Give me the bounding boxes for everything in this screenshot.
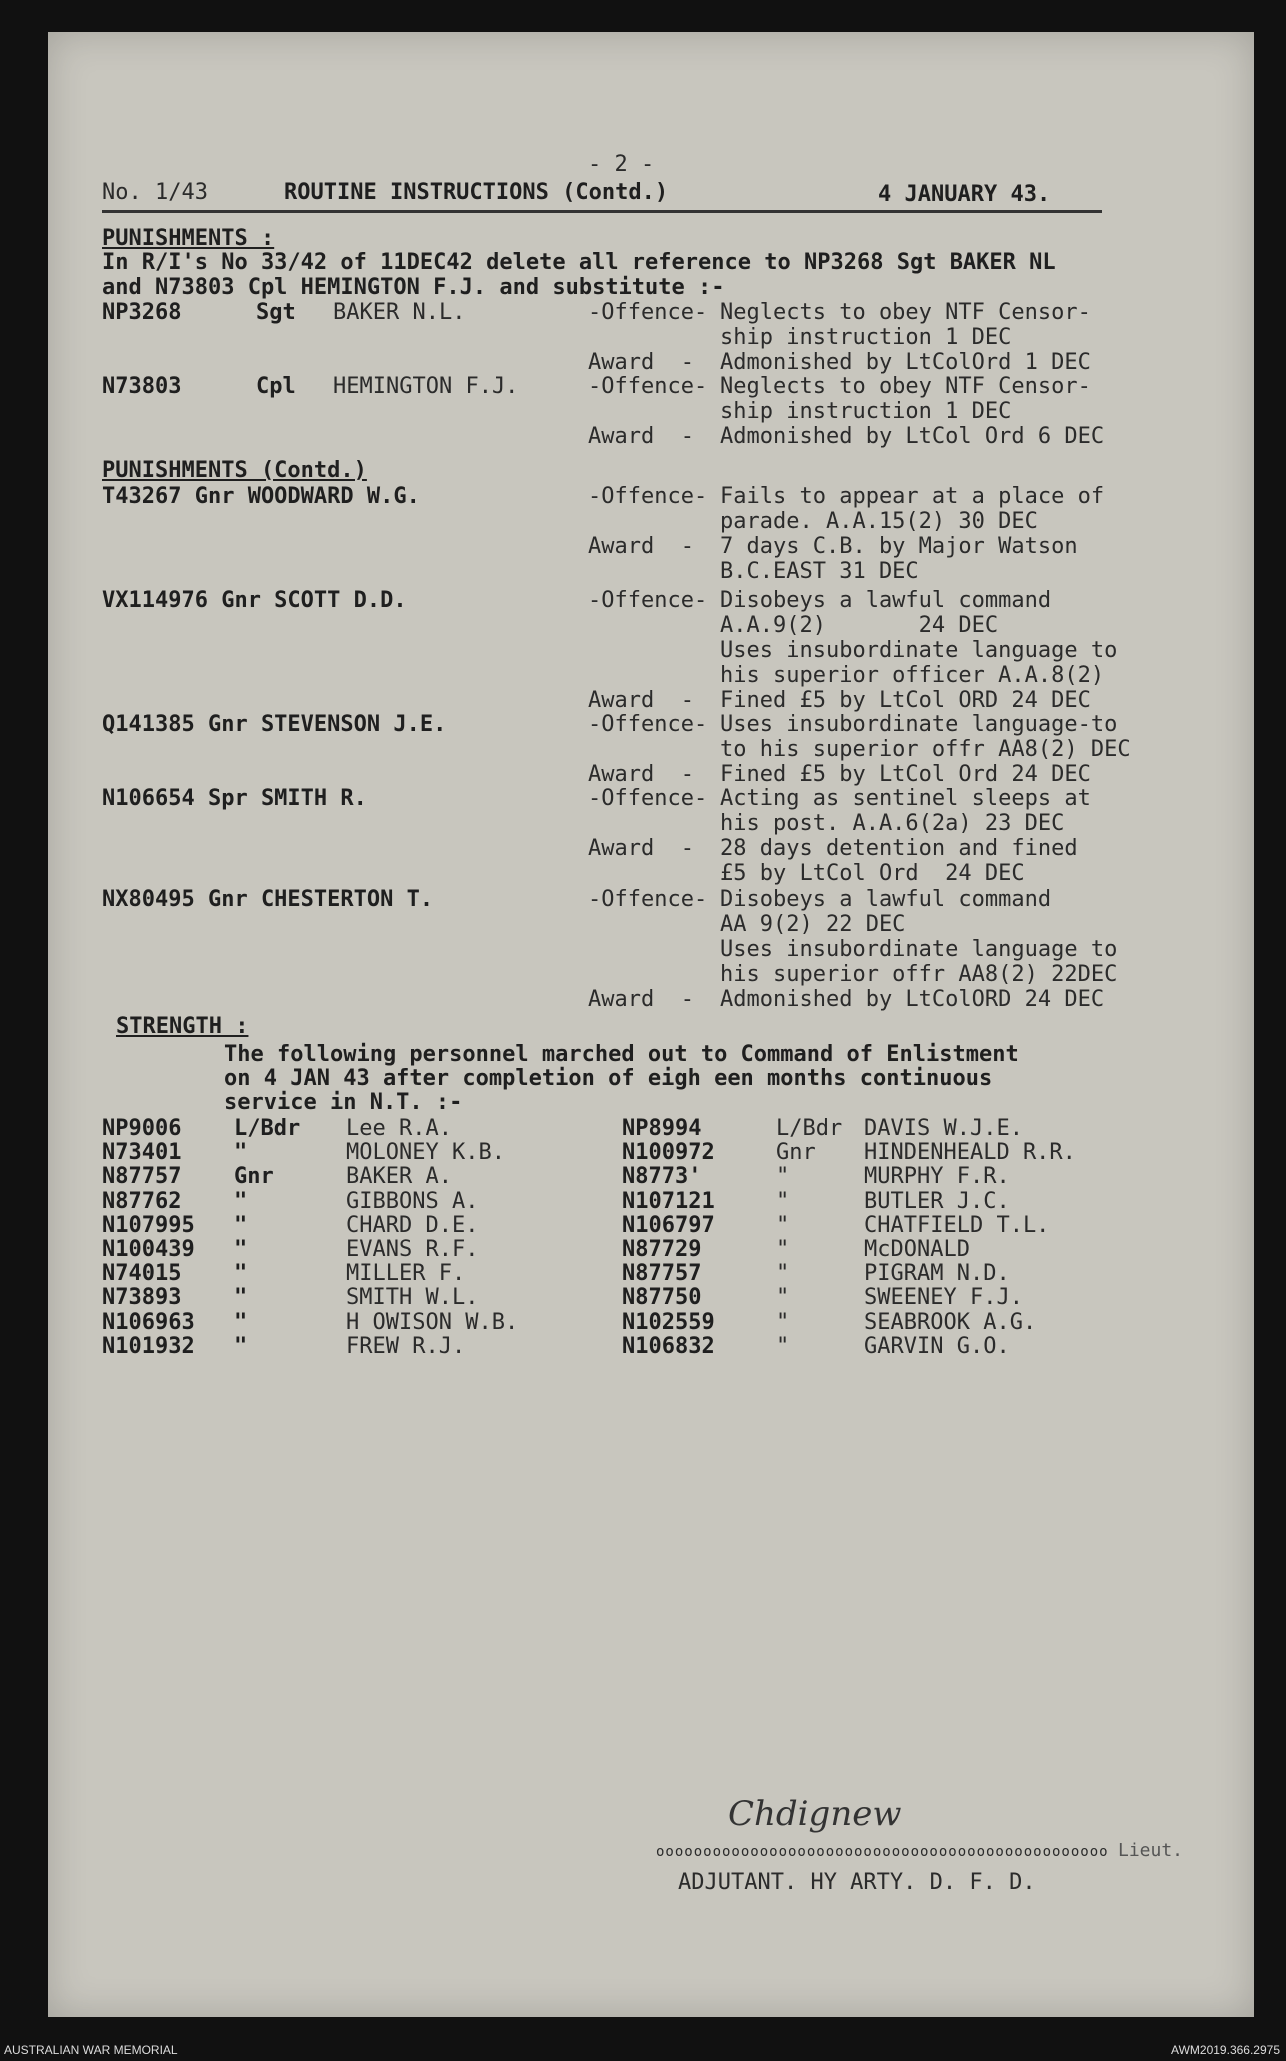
right-name: BUTLER J.C.	[864, 1188, 1010, 1214]
entry-text: Fined £5 by LtCol Ord 24 DEC	[720, 762, 1091, 787]
left-rank: "	[234, 1237, 248, 1262]
right-rank: Gnr	[776, 1140, 816, 1166]
entry-text: parade. A.A.15(2) 30 DEC	[720, 509, 1038, 534]
service-number: N73803	[102, 374, 182, 399]
soldier-entry: NX80495 Gnr CHESTERTON T.	[102, 887, 434, 912]
footer-accession-number: AWM2019.366.2975	[1171, 2043, 1280, 2057]
right-rank: "	[776, 1285, 790, 1311]
entry-label: Award -	[588, 836, 694, 861]
left-rank: "	[234, 1188, 248, 1214]
entry-label: -Offence-	[588, 712, 708, 737]
entry-text: Acting as sentinel sleeps at	[720, 786, 1091, 811]
entry-label: -Offence-	[588, 786, 708, 811]
left-name: MILLER F.	[346, 1261, 466, 1287]
left-service-number: N73893	[102, 1285, 182, 1311]
entry-label: -Offence-	[588, 374, 708, 399]
left-rank: "	[234, 1333, 248, 1359]
right-name: SWEENEY F.J.	[864, 1285, 1023, 1311]
entry-label: Award -	[588, 987, 694, 1012]
soldier-entry: N106654 Spr SMITH R.	[102, 786, 367, 811]
right-service-number: N106797	[622, 1212, 715, 1238]
rank: Sgt	[256, 300, 296, 325]
page-number: - 2 -	[588, 152, 655, 177]
right-rank: "	[776, 1164, 790, 1190]
right-service-number: N107121	[622, 1188, 715, 1214]
left-rank: "	[234, 1309, 248, 1335]
punishments-intro-line2: and N73803 Cpl HEMINGTON F.J. and substitute :-	[102, 275, 725, 300]
entry-label: -Offence-	[588, 484, 708, 509]
entry-text: his superior offr AA8(2) 22DEC	[720, 962, 1118, 987]
right-rank: "	[776, 1333, 790, 1359]
left-service-number: N87762	[102, 1188, 182, 1214]
right-service-number: NP8994	[622, 1116, 702, 1141]
strength-heading: STRENGTH :	[116, 1014, 249, 1039]
header-rule	[102, 210, 1102, 213]
entry-text: Disobeys a lawful command	[720, 588, 1052, 613]
left-service-number: N87757	[102, 1164, 182, 1190]
left-rank: Gnr	[234, 1164, 274, 1190]
right-name: HINDENHEALD R.R.	[864, 1140, 1076, 1166]
left-service-number: N106963	[102, 1309, 195, 1335]
entry-text: ship instruction 1 DEC	[720, 325, 1012, 350]
soldier-entry: VX114976 Gnr SCOTT D.D.	[102, 588, 407, 613]
left-rank: L/Bdr	[234, 1116, 301, 1141]
right-name: PIGRAM N.D.	[864, 1261, 1010, 1287]
left-service-number: N107995	[102, 1212, 195, 1238]
entry-text: Disobeys a lawful command	[720, 887, 1052, 912]
entry-text: his post. A.A.6(2a) 23 DEC	[720, 811, 1065, 836]
entry-text: ship instruction 1 DEC	[720, 399, 1012, 424]
left-name: BAKER A.	[346, 1164, 452, 1190]
document-page	[48, 32, 1254, 2017]
entry-text: 28 days detention and fined	[720, 836, 1078, 861]
entry-text: Neglects to obey NTF Censor-	[720, 300, 1091, 325]
entry-label: -Offence-	[588, 887, 708, 912]
entry-text: Uses insubordinate language to	[720, 937, 1118, 962]
left-service-number: NP9006	[102, 1116, 182, 1141]
signature-dotted-line: oooooooooooooooooooooooooooooooooooooooooooooooo	[656, 1844, 1109, 1860]
right-service-number: N87750	[622, 1285, 702, 1311]
right-rank: "	[776, 1237, 790, 1262]
entry-text: £5 by LtCol Ord 24 DEC	[720, 861, 1025, 886]
document-date: 4 JANUARY 43.	[878, 182, 1051, 207]
soldier-entry: T43267 Gnr WOODWARD W.G.	[102, 484, 420, 509]
strength-line2: on 4 JAN 43 after completion of eigh een months continuous	[224, 1066, 993, 1091]
left-name: GIBBONS A.	[346, 1188, 479, 1214]
entry-label: -Offence-	[588, 588, 708, 613]
right-rank: "	[776, 1212, 790, 1238]
service-number: NP3268	[102, 300, 182, 325]
right-rank: "	[776, 1188, 790, 1214]
entry-text: AA 9(2) 22 DEC	[720, 912, 906, 937]
entry-text: his superior officer A.A.8(2)	[720, 663, 1105, 688]
left-service-number: N74015	[102, 1261, 182, 1287]
entry-label: Award -	[588, 762, 694, 787]
entry-label: Award -	[588, 350, 694, 375]
strength-line1: The following personnel marched out to Command of Enlistment	[224, 1042, 1019, 1067]
right-rank: L/Bdr	[776, 1116, 843, 1141]
left-name: Lee R.A.	[346, 1116, 452, 1141]
entry-label: Award -	[588, 534, 694, 559]
right-service-number: N102559	[622, 1309, 715, 1335]
footer-institution: AUSTRALIAN WAR MEMORIAL	[4, 2043, 178, 2057]
entry-text: to his superior offr AA8(2) DEC	[720, 737, 1131, 762]
punishments-contd-heading: PUNISHMENTS (Contd.)	[102, 458, 367, 483]
right-service-number: N100972	[622, 1140, 715, 1166]
left-rank: "	[234, 1140, 248, 1166]
left-name: MOLONEY K.B.	[346, 1140, 505, 1166]
entry-label: Award -	[588, 688, 694, 713]
left-name: FREW R.J.	[346, 1333, 466, 1359]
left-service-number: N101932	[102, 1333, 195, 1359]
entry-text: Admonished by LtColORD 24 DEC	[720, 987, 1105, 1012]
right-name: CHATFIELD T.L.	[864, 1212, 1050, 1238]
left-service-number: N73401	[102, 1140, 182, 1166]
page-title: ROUTINE INSTRUCTIONS (Contd.)	[284, 180, 669, 205]
right-name: GARVIN G.O.	[864, 1333, 1010, 1359]
soldier-entry: Q141385 Gnr STEVENSON J.E.	[102, 712, 447, 737]
right-service-number: N87729	[622, 1237, 702, 1262]
adjutant-title: ADJUTANT. HY ARTY. D. F. D.	[678, 1870, 1036, 1895]
left-service-number: N100439	[102, 1237, 195, 1262]
archive-footer	[0, 2037, 1286, 2061]
right-name: McDONALD	[864, 1237, 970, 1262]
entry-text: B.C.EAST 31 DEC	[720, 559, 919, 584]
entry-label: -Offence-	[588, 300, 708, 325]
left-rank: "	[234, 1285, 248, 1311]
right-name: MURPHY F.R.	[864, 1164, 1010, 1190]
right-service-number: N87757	[622, 1261, 702, 1287]
soldier-name: BAKER N.L.	[333, 300, 466, 325]
left-rank: "	[234, 1212, 248, 1238]
entry-label: Award -	[588, 424, 694, 449]
entry-text: Admonished by LtCol Ord 6 DEC	[720, 424, 1105, 449]
entry-text: Fails to appear at a place of	[720, 484, 1105, 509]
left-name: H OWISON W.B.	[346, 1309, 519, 1335]
right-service-number: N8773'	[622, 1164, 702, 1190]
handwritten-signature: Chdignew	[728, 1794, 902, 1834]
right-service-number: N106832	[622, 1333, 715, 1359]
punishments-intro-line1: In R/I's No 33/42 of 11DEC42 delete all reference to NP3268 Sgt BAKER NL	[102, 250, 1056, 275]
entry-text: Admonished by LtColOrd 1 DEC	[720, 350, 1091, 375]
entry-text: Neglects to obey NTF Censor-	[720, 374, 1091, 399]
right-rank: "	[776, 1309, 790, 1335]
left-name: SMITH W.L.	[346, 1285, 479, 1311]
entry-text: 7 days C.B. by Major Watson	[720, 534, 1078, 559]
right-rank: "	[776, 1261, 790, 1287]
left-name: CHARD D.E.	[346, 1212, 479, 1238]
lieut-label: Lieut.	[1118, 1840, 1184, 1861]
right-name: DAVIS W.J.E.	[864, 1116, 1023, 1141]
routine-ref: No. 1/43	[102, 180, 208, 205]
entry-text: A.A.9(2) 24 DEC	[720, 613, 999, 638]
left-rank: "	[234, 1261, 248, 1287]
entry-text: Uses insubordinate language to	[720, 638, 1118, 663]
strength-line3: service in N.T. :-	[224, 1090, 463, 1115]
entry-text: Fined £5 by LtCol ORD 24 DEC	[720, 688, 1091, 713]
punishments-heading: PUNISHMENTS :	[102, 226, 275, 251]
rank: Cpl	[256, 374, 296, 399]
entry-text: Uses insubordinate language-to	[720, 712, 1118, 737]
right-name: SEABROOK A.G.	[864, 1309, 1037, 1335]
left-name: EVANS R.F.	[346, 1237, 479, 1262]
soldier-name: HEMINGTON F.J.	[333, 374, 519, 399]
